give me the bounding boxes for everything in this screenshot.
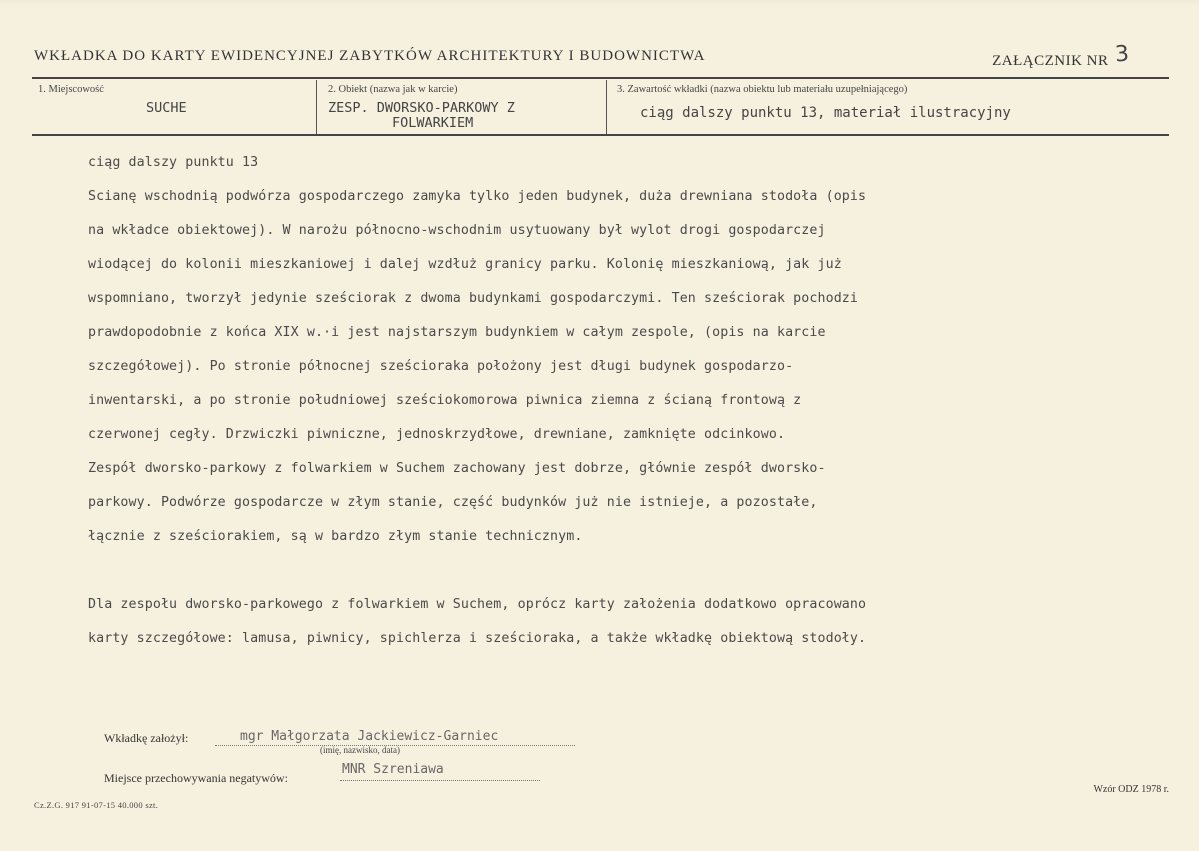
author-label: Wkładkę założył: <box>104 731 189 745</box>
body-text <box>88 146 1088 656</box>
field-value-object-line1: ZESP. DWORSKO-PARKOWY Z <box>328 100 515 116</box>
field-label-object: 2. Obiekt (nazwa jak w karcie) <box>328 84 458 95</box>
body-line: Zespół dworsko-parkowy z folwarkiem w Suchem zachowany jest dobrze, głównie zespół dworsko- <box>88 461 826 476</box>
storage-label: Miejsce przechowywania negatywów: <box>104 771 288 785</box>
field-value-locality: SUCHE <box>146 100 187 116</box>
field-value-contents: ciąg dalszy punktu 13, materiał ilustracyjny <box>640 105 1011 121</box>
body-line: na wkładce obiektowej). W narożu północno-wschodnim usytuowany był wylot drogi gospodarczej <box>88 223 826 238</box>
body-line: prawdopodobnie z końca XIX w.·i jest najstarszym budynkiem w całym zespole, (opis na karcie <box>88 325 826 340</box>
body-line: inwentarski, a po stronie południowej sześciokomorowa piwnica ziemna z ścianą frontową z <box>88 393 802 408</box>
field-label-contents: 3. Zawartość wkładki (nazwa obiektu lub materiału uzupełniającego) <box>617 84 908 95</box>
closing-line: karty szczegółowe: lamusa, piwnicy, spichlerza i sześcioraka, a także wkładkę obiektową stodoły. <box>88 631 867 646</box>
author-caption: (imię, nazwisko, data) <box>320 745 400 755</box>
body-line: Scianę wschodnią podwórza gospodarczego zamyka tylko jeden budynek, duża drewniana stodoła (opis <box>88 189 867 204</box>
form-title: WKŁADKA DO KARTY EWIDENCYJNEJ ZABYTKÓW ARCHITEKTURY I BUDOWNICTWA <box>34 48 706 64</box>
field-label-locality: 1. Miejscowość <box>38 84 104 95</box>
body-line: wspomniano, tworzył jedynie sześciorak z dwoma budynkami gospodarczymi. Ten sześciorak pochodzi <box>88 291 859 306</box>
body-line: łącznie z sześciorakiem, są w bardzo złym stanie technicznym. <box>88 529 583 544</box>
field-divider-1 <box>316 80 317 134</box>
storage-value: MNR Szreniawa <box>342 762 444 777</box>
annex-label: ZAŁĄCZNIK NR <box>992 53 1109 69</box>
closing-line: Dla zespołu dworsko-parkowego z folwarkiem w Suchem, oprócz karty założenia dodatkowo opracowano <box>88 597 867 612</box>
body-line: szczegółowej). Po stronie północnej sześcioraka położony jest długi budynek gospodarzo- <box>88 359 794 374</box>
header-rule-bottom <box>32 134 1169 136</box>
print-info: Cz.Z.G. 917 91-07-15 40.000 szt. <box>34 800 159 810</box>
field-divider-2 <box>606 80 607 134</box>
storage-dotline <box>340 780 540 781</box>
header-rule-top <box>32 77 1169 79</box>
body-line: ciąg dalszy punktu 13 <box>88 155 259 170</box>
body-line: parkowy. Podwórze gospodarcze w złym stanie, część budynków już nie istnieje, a pozostałe, <box>88 495 818 510</box>
annex-number: 3 <box>1113 41 1130 68</box>
body-line: czerwonej cegły. Drzwiczki piwniczne, jednoskrzydłowe, drewniane, zamknięte odcinkowo. <box>88 427 786 442</box>
body-line: wiodącej do kolonii mieszkaniowej i dalej wzdłuż granicy parku. Kolonię mieszkaniową, jak już <box>88 257 842 272</box>
form-template-info: Wzór ODZ 1978 r. <box>1093 784 1169 795</box>
field-value-object-line2: FOLWARKIEM <box>392 115 474 131</box>
annex-label-group <box>992 41 1130 71</box>
author-value: mgr Małgorzata Jackiewicz-Garniec <box>240 729 499 744</box>
